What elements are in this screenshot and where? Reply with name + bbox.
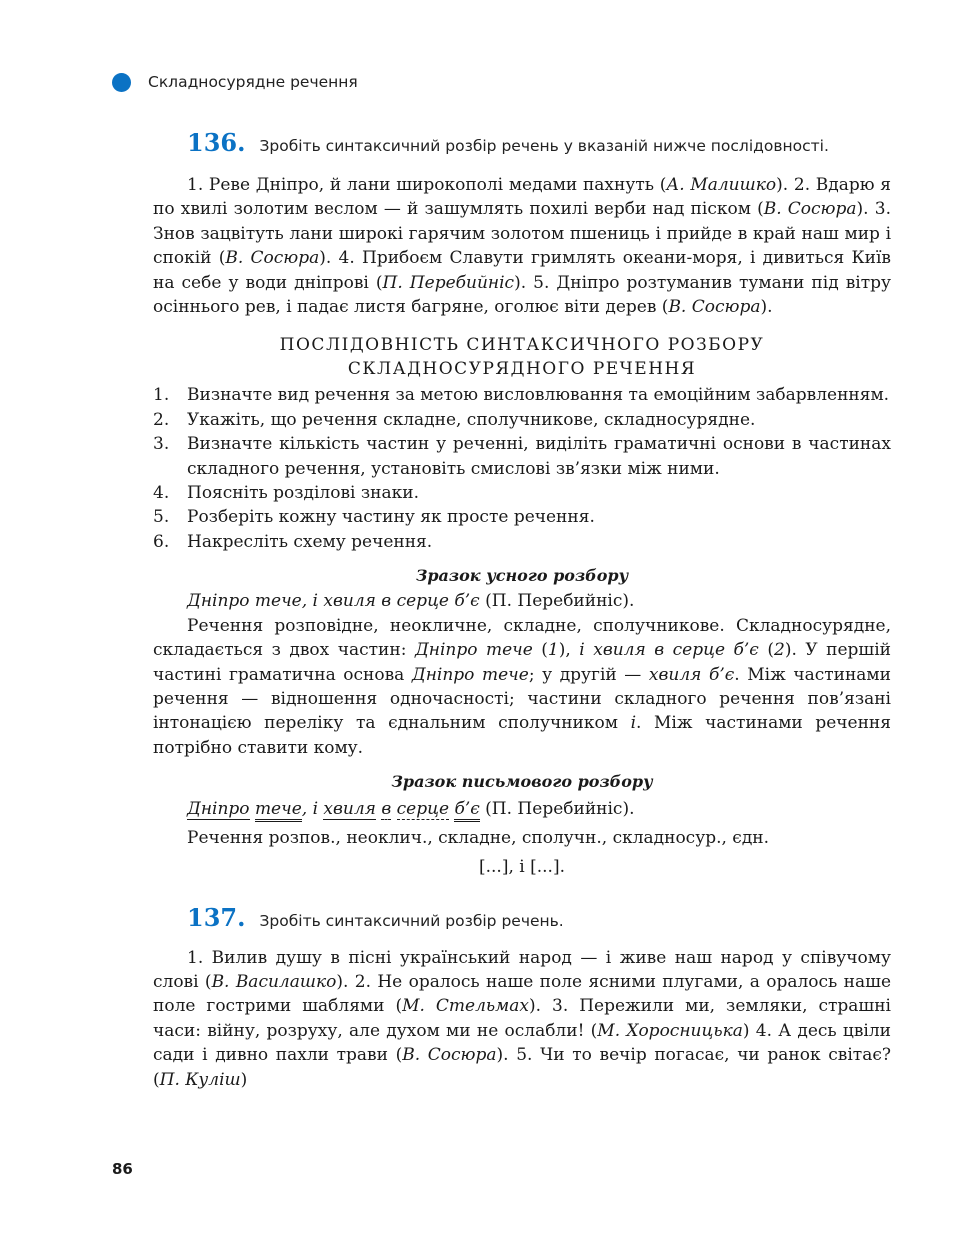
sequence-steps	[153, 383, 891, 554]
exercise-task: Зробіть синтаксичний розбір речень у вказаній нижче послідовності.	[259, 137, 829, 155]
author: М. Стельмах	[402, 996, 529, 1017]
text-run: ). У першій частині граматична основа	[153, 640, 891, 685]
predicate-word: б’є	[454, 799, 479, 822]
step-item	[153, 383, 891, 407]
text-run: . Між частинами речення потрібно ставити кому.	[153, 713, 891, 758]
author: В. Василашко	[211, 971, 337, 992]
text-run	[391, 799, 396, 819]
author: В. Сосюра	[402, 1045, 497, 1066]
exercise-136-heading	[153, 128, 891, 157]
step-text: Накресліть схему речення.	[187, 531, 433, 552]
sentence-scheme: [...], і [...].	[478, 856, 565, 877]
adverbial-word: в	[381, 799, 392, 820]
text-run: ). 2. Вдарю я по хвилі золотим веслом — й зашумлять похилі верби над піском (	[153, 175, 891, 220]
text-run: ).	[760, 297, 773, 318]
written-characteristics: Речення розпов., неоклич., складне, сполучн., складносур., єдн.	[187, 828, 770, 849]
text-run: ) 4. А десь цвіли сади і дивно пахли трави (	[153, 1020, 891, 1066]
author: В. Сосюра	[225, 248, 320, 269]
step-item	[153, 408, 891, 432]
text-run: (	[758, 640, 774, 661]
text-run: 2	[773, 640, 785, 661]
step-item	[153, 481, 891, 505]
subject-word: хвиля	[323, 799, 376, 820]
text-run: , і	[301, 799, 324, 820]
exercise-137-text	[153, 946, 891, 1092]
text-run: ). 3. Пережили ми, земляки, страшні часи: війну, розруху, але духом ми не ослабли! (	[153, 996, 891, 1041]
text-run: 1. Вилив душу в пісні український народ — і живе наш народ у співучому слові (	[153, 947, 891, 992]
step-text: Розберіть кожну частину як просте речення.	[187, 507, 595, 528]
step-text: Визначте кількість частин у реченні, виділіть граматичні основи в частинах складного речення, установіть смислові зв’язки між ними.	[187, 434, 891, 479]
text-run: 1	[547, 640, 559, 661]
example-source: (П. Перебийніс).	[479, 799, 635, 820]
step-item	[153, 530, 891, 554]
example-source: (П. Перебийніс).	[479, 591, 635, 612]
step-number: 4.	[153, 483, 170, 504]
author: А. Малишко	[666, 175, 777, 195]
text-run: Речення розповідне, неокличне, складне, сполучникове. Складносурядне, складається з двох частин:	[153, 615, 891, 661]
section-title: Складносурядне речення	[148, 73, 358, 91]
exercise-number: 136.	[187, 128, 246, 157]
section-header	[112, 70, 358, 94]
text-run: Дніпро тече	[411, 664, 529, 685]
text-run: ). 3. Знов зацвітуть лани широкі гарячим золотом пшениць і прийде в край наш мир і спокій (	[153, 199, 891, 269]
text-run: ; у другій —	[528, 664, 649, 685]
section-marker-dot-icon	[112, 73, 131, 92]
step-number: 1.	[153, 385, 170, 406]
text-run: і хвиля в серце б’є	[579, 640, 759, 661]
predicate-word: тече	[255, 799, 302, 822]
written-analysis-heading: Зразок письмового розбору	[391, 772, 653, 792]
text-run: (	[532, 640, 548, 661]
text-run: . Між частинами речення — відношення одночасності; частини складного речення пов’язані інтонацією переліку та єднальним сполучником	[153, 664, 891, 734]
text-run: хвиля б’є	[648, 664, 735, 685]
text-run: ),	[558, 640, 580, 661]
step-text: Визначте вид речення за метою висловлювання та емоційним забарвленням.	[187, 385, 890, 406]
author: М. Хоросницька	[597, 1020, 743, 1041]
step-text: Поясніть розділові знаки.	[187, 483, 419, 504]
text-run: Дніпро тече	[414, 640, 533, 661]
step-number: 3.	[153, 434, 170, 455]
text-run: ). 4. Прибоєм Славути гримлять океани-моря, і дивиться Київ на себе у води дніпрові (	[153, 248, 891, 293]
author: П. Перебийніс	[382, 272, 515, 293]
adverbial-word: серце	[396, 799, 450, 820]
author: В. Сосюра	[668, 297, 761, 318]
subject-word: Дніпро	[187, 799, 250, 820]
example-sentence: Дніпро тече, і хвиля в серце б’є	[187, 591, 480, 612]
step-number: 6.	[153, 531, 170, 552]
author: В. Сосюра	[763, 199, 857, 220]
step-text: Укажіть, що речення складне, сполучникове, складносурядне.	[187, 409, 756, 430]
step-number: 5.	[153, 507, 170, 528]
exercise-136-text	[153, 173, 891, 319]
text-run: )	[240, 1069, 248, 1090]
sequence-title-line-2: СКЛАДНОСУРЯДНОГО РЕЧЕННЯ	[347, 359, 697, 380]
written-example	[153, 796, 891, 823]
page-content	[153, 128, 891, 1092]
page-number: 86	[112, 1160, 133, 1178]
exercise-task: Зробіть синтаксичний розбір речень.	[259, 911, 564, 930]
sequence-title-line-1: ПОСЛІДОВНІСТЬ СИНТАКСИЧНОГО РОЗБОРУ	[279, 335, 765, 356]
exercise-number: 137.	[187, 902, 246, 932]
oral-analysis-text	[153, 614, 891, 760]
oral-analysis-heading: Зразок усного розбору	[415, 566, 629, 586]
author: П. Куліш	[159, 1069, 241, 1090]
text-run: ). 5. Чи то вечір погасає, чи ранок світає? (	[153, 1045, 891, 1090]
text-run: 1. Реве Дніпро, й лани широкополі медами пахнуть (	[187, 175, 667, 195]
exercise-137-heading	[153, 903, 891, 932]
text-run: ). 5. Дніпро розтуманив тумани під вітру осіннього рев, і падає листя багряне, оголює віти дерев (	[153, 272, 892, 318]
text-run: і	[630, 713, 637, 734]
sequence-title	[153, 333, 891, 381]
step-item	[153, 505, 891, 529]
step-item	[153, 432, 891, 481]
step-number: 2.	[153, 409, 170, 430]
text-run: ). 2. Не оралось наше поле ясними плугами, а оралось наше поле гострими шаблями (	[153, 971, 892, 1017]
oral-example	[153, 589, 891, 613]
